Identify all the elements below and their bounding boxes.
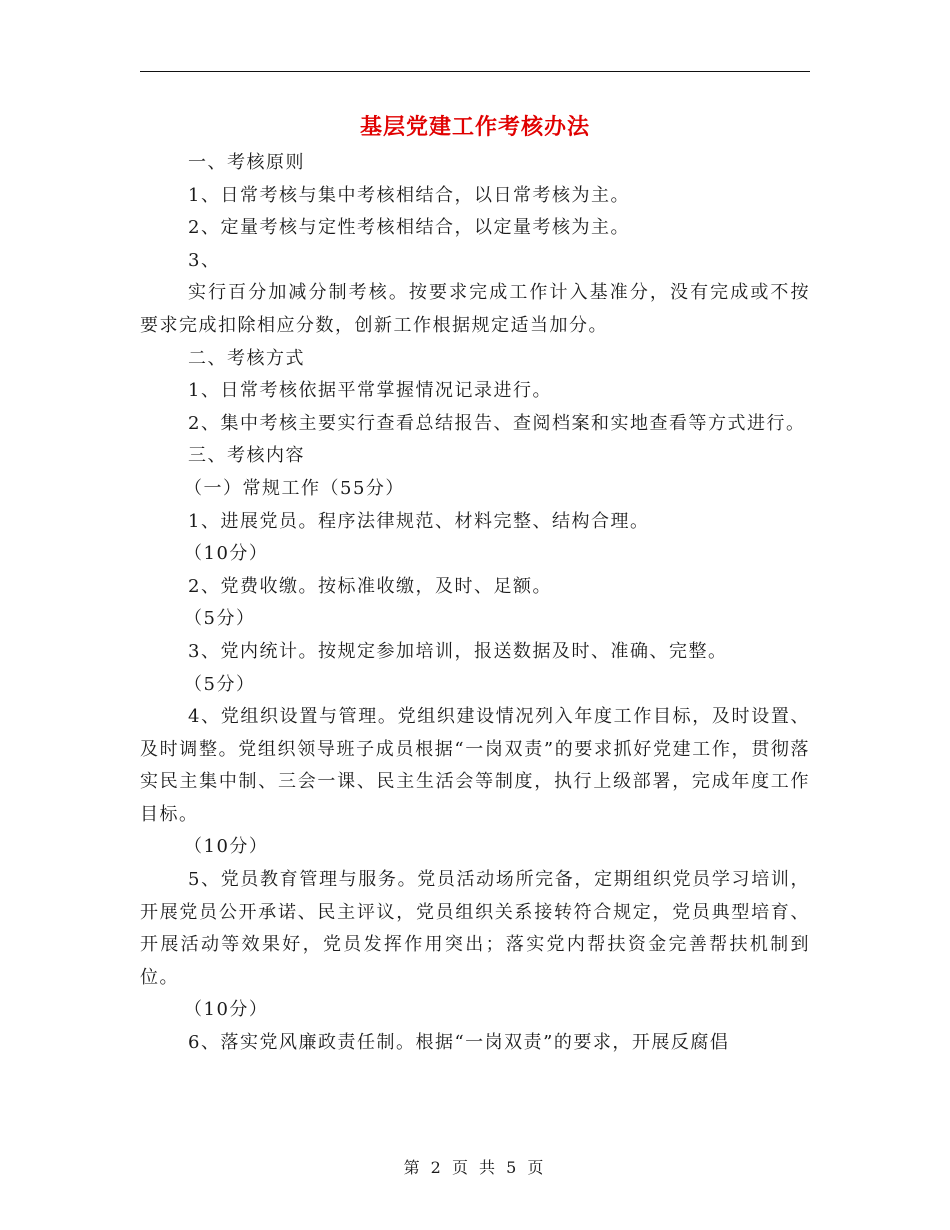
paragraph: 6、落实党风廉政责任制。根据“一岗双责”的要求，开展反腐倡 [188,1032,730,1054]
score-label: （5分） [184,673,256,695]
section-heading: 二、考核方式 [188,347,305,369]
paragraph: 1、进展党员。程序法律规范、材料完整、结构合理。 [188,510,650,532]
score-label: （10分） [184,543,269,565]
paragraph: 3、党内统计。按规定参加培训，报送数据及时、准确、完整。 [188,640,728,662]
header-rule [140,71,810,72]
section-heading: 一、考核原则 [188,152,305,173]
paragraph: 4、党组织设置与管理。党组织建设情况列入年度工作目标，及时设置、及时调整。党组织领导班子成员根据“一岗双责”的要求抓好党建工作，贯彻落实民主集中制、三会一课、民主生活会等制度，执行上级部署，完成年度工作目标。 [140,706,810,825]
paragraph: 3、 [188,249,221,271]
paragraph: 1、日常考核与集中考核相结合，以日常考核为主。 [188,184,630,206]
document-title: 基层党建工作考核办法 [359,114,590,140]
score-label: （5分） [184,608,256,630]
score-label: （10分） [184,836,269,858]
document-body [140,147,810,1060]
section-heading: 三、考核内容 [188,445,305,467]
subsection-heading: （一）常规工作（55分） [184,477,405,499]
paragraph: 2、定量考核与定性考核相结合，以定量考核为主。 [188,217,630,239]
paragraph: 1、日常考核依据平常掌握情况记录进行。 [188,380,552,402]
score-label: （10分） [184,999,269,1021]
page-footer: 第 2 页 共 5 页 [403,1158,547,1177]
paragraph: 5、党员教育管理与服务。党员活动场所完备，定期组织党员学习培训，开展党员公开承诺、民主评议，党员组织关系接转符合规定，党员典型培育、开展活动等效果好，党员发挥作用突出；落实党内帮扶资金完善帮扶机制到位。 [140,869,810,988]
paragraph: 2、党费收缴。按标准收缴，及时、足额。 [188,575,552,597]
paragraph: 实行百分加减分制考核。按要求完成工作计入基准分，没有完成或不按要求完成扣除相应分数，创新工作根据规定适当加分。 [140,282,810,336]
paragraph: 2、集中考核主要实行查看总结报告、查阅档案和实地查看等方式进行。 [188,412,806,434]
